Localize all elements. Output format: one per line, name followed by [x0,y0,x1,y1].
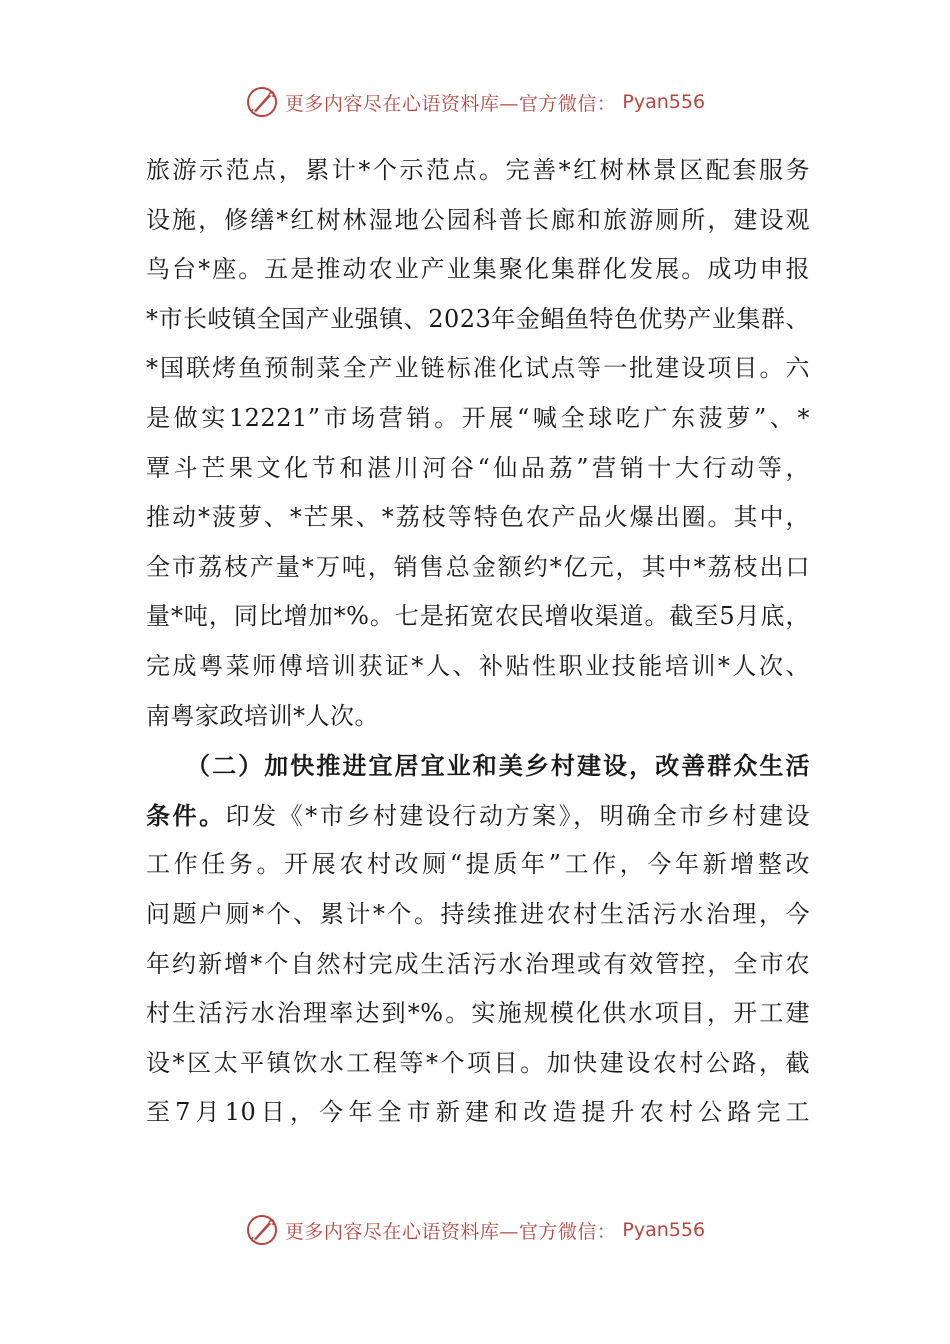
quill-logo-icon [245,1213,279,1247]
text-line: 量*吨，同比增加*%。七是拓宽农民增收渠道。截至5月底， [146,602,810,631]
text-line: 鸟台*座。五是推动农业产业集聚化集群化发展。成功申报 [146,255,810,284]
section-heading-end: 条件。 [146,800,226,830]
text-line: 推动*菠萝、*芒果、*荔枝等特色农产品火爆出圈。其中， [146,503,810,532]
text-line: 覃斗芒果文化节和湛川河谷“仙品荔”营销十大行动等， [146,453,810,482]
banner-wechat-id: Pyan556 [622,1219,706,1241]
paragraph-1 [146,146,810,741]
text-line: 工作任务。开展农村改厕“提质年”工作，今年新增整改 [146,850,810,879]
banner-wechat-id: Pyan556 [622,91,706,113]
text-line: 全市荔枝产量*万吨，销售总金额约*亿元，其中*荔枝出口 [146,552,810,581]
text-line: 完成粤菜师傅培训获证*人、补贴性职业技能培训*人次、 [146,651,810,680]
text-line: 是做实12221”市场营销。开展“喊全球吃广东菠萝”、* [146,403,810,432]
text-line: 村生活污水治理率达到*%。实施规模化供水项目，开工建 [146,999,810,1028]
text-line: 至7月10日，今年全市新建和改造提升农村公路完工 [146,1098,810,1127]
text-line-rest: 印发《*市乡村建设行动方案》，明确全市乡村建设 [225,801,811,830]
quill-logo-icon [245,85,279,119]
text-line: 旅游示范点，累计*个示范点。完善*红树林景区配套服务 [146,156,810,184]
document-body [146,146,810,1138]
banner-text: 更多内容尽在心语资料库—官方微信： [284,92,617,115]
text-line: 设*区太平镇饮水工程等*个项目。加快建设农村公路，截 [146,1048,810,1077]
text-line: 南粤家政培训*人次。 [146,701,379,730]
banner-text: 更多内容尽在心语资料库—官方微信： [284,1220,617,1243]
text-line: *市长岐镇全国产业强镇、2023年金鲳鱼特色优势产业集群、 [146,304,810,333]
header-watermark-banner [0,80,950,124]
footer-watermark-banner [0,1208,950,1252]
text-line: *国联烤鱼预制菜全产业链标准化试点等一批建设项目。六 [146,354,810,383]
paragraph-2 [146,741,810,1138]
text-line: 设施，修缮*红树林湿地公园科普长廊和旅游厕所，建设观 [146,205,810,234]
section-heading: （二）加快推进宜居宜业和美乡村建设，改善群众生活 [186,751,810,781]
text-line [146,791,810,841]
text-line: 问题户厕*个、累计*个。持续推进农村生活污水治理，今 [146,899,810,928]
text-line: 年约新增*个自然村完成生活污水治理或有效管控，全市农 [146,949,810,978]
